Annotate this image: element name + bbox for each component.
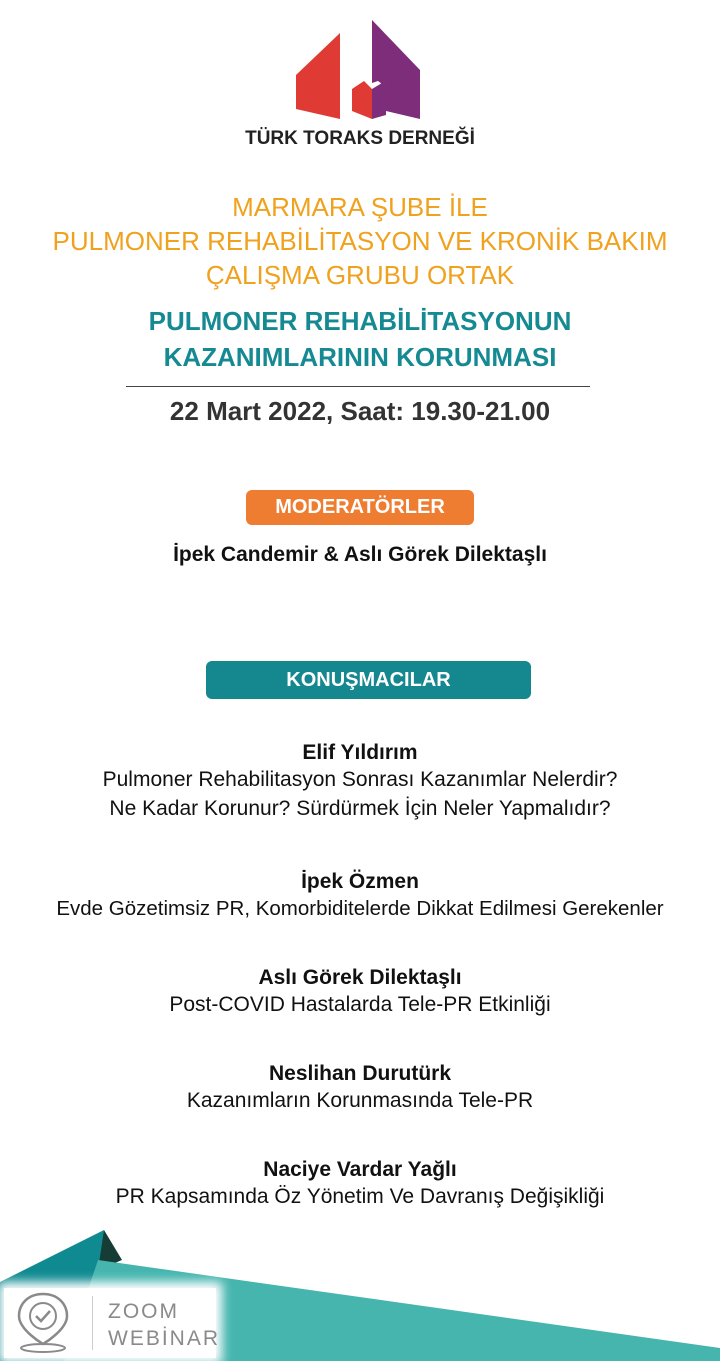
divider [126,386,590,387]
subtitle-line: MARMARA ŞUBE İLE [232,192,488,222]
moderators-badge: MODERATÖRLER [246,490,474,525]
speaker-name: Elif Yıldırım [302,741,418,764]
subtitle-line: ÇALIŞMA GRUBU ORTAK [205,260,515,290]
speaker-item [0,1062,720,1115]
talk-title: Ne Kadar Korunur? Sürdürmek İçin Neler Yapmalıdır? [109,797,611,820]
speaker-name: Aslı Görek Dilektaşlı [258,966,462,989]
speaker-item [0,870,720,923]
speaker-item [0,1158,720,1211]
location-check-icon [12,1290,74,1354]
speaker-item [0,741,720,823]
title-line: PULMONER REHABİLİTASYONUN [148,306,572,336]
subtitle-line: PULMONER REHABİLİTASYON VE KRONİK BAKIM [52,226,668,256]
title-line: KAZANIMLARININ KORUNMASI [163,342,557,372]
talk-title: PR Kapsamında Öz Yönetim Ve Davranış Değişikliği [115,1185,605,1208]
speaker-name: Neslihan Durutürk [268,1062,452,1085]
event-title [0,303,720,375]
speaker-item [0,966,720,1019]
talk-title: Post-COVID Hastalarda Tele-PR Etkinliği [169,993,551,1016]
platform-line: WEBİNAR [108,1327,221,1350]
divider [92,1296,93,1350]
speaker-name: Naciye Vardar Yağlı [263,1158,457,1181]
talk-title: Kazanımların Korunmasında Tele-PR [186,1089,534,1112]
organization-name: TÜRK TORAKS DERNEĞİ [245,128,475,149]
moderator-names: İpek Candemir & Aslı Görek Dilektaşlı [173,543,547,566]
platform-line: ZOOM [108,1300,179,1323]
zoom-webinar-label [108,1298,220,1352]
event-date: 22 Mart 2022, Saat: 19.30-21.00 [169,396,551,426]
talk-title: Pulmoner Rehabilitasyon Sonrası Kazanımlar Nelerdir? [102,768,618,791]
lungs-logo-icon [296,15,420,123]
speakers-badge: KONUŞMACILAR [206,661,531,699]
event-subtitle [0,190,720,292]
talk-title: Evde Gözetimsiz PR, Komorbiditelerde Dikkat Edilmesi Gerekenler [56,897,664,920]
speaker-name: İpek Özmen [301,870,419,893]
